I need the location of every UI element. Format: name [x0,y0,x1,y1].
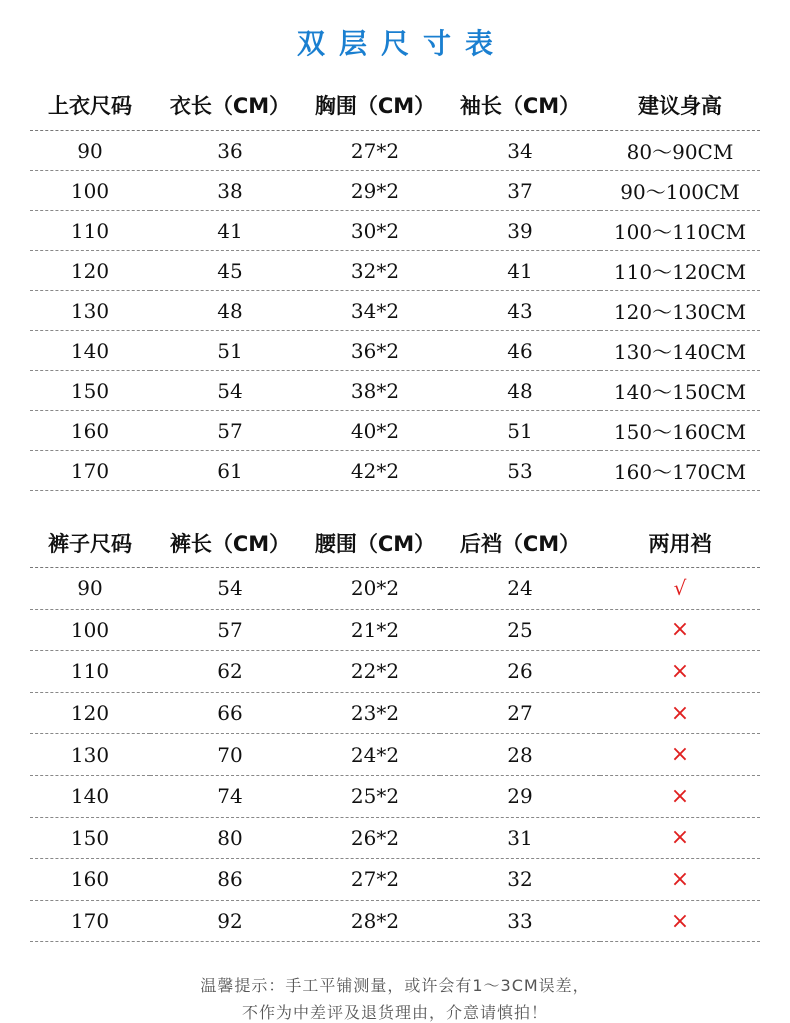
bottom-table-header-cell: 后裆（CM） [440,518,600,568]
top-table-row [30,371,760,411]
top-table-header-cell: 胸围（CM） [310,80,440,131]
bottom-table-cell: 32 [440,859,600,901]
bottom-table-row [30,651,760,693]
bottom-table-cell: 130 [30,734,150,776]
bottom-table-row [30,817,760,859]
cross-icon: × [600,734,760,776]
top-table-cell: 32*2 [310,251,440,291]
cross-icon: × [600,651,760,693]
bottom-table-row [30,859,760,901]
top-table-cell: 46 [440,331,600,371]
bottom-table-cell: 25 [440,609,600,651]
bottom-table-cell: 24 [440,568,600,610]
bottom-table-cell: 27 [440,692,600,734]
bottom-table-cell: 22*2 [310,651,440,693]
bottom-table-cell: 150 [30,817,150,859]
top-table-cell: 80～90CM [600,131,760,171]
top-table-cell: 120～130CM [600,291,760,331]
bottom-table-cell: 160 [30,859,150,901]
top-table-cell: 51 [440,411,600,451]
bottom-table-row [30,734,760,776]
check-icon: √ [600,568,760,610]
bottom-table-cell: 20*2 [310,568,440,610]
top-table-cell: 29*2 [310,171,440,211]
top-table-cell: 37 [440,171,600,211]
top-table-cell: 130～140CM [600,331,760,371]
cross-icon: × [600,609,760,651]
tip-line-1: 温馨提示：手工平铺测量，或许会有1～3CM误差， [200,976,590,995]
top-table-cell: 41 [150,211,310,251]
top-table-row [30,211,760,251]
bottom-table-cell: 74 [150,775,310,817]
bottom-table-row [30,900,760,942]
top-table-cell: 160 [30,411,150,451]
bottom-table-cell: 100 [30,609,150,651]
bottom-table-cell: 86 [150,859,310,901]
top-table-cell: 38 [150,171,310,211]
top-table-cell: 110～120CM [600,251,760,291]
top-table-cell: 100～110CM [600,211,760,251]
top-table-cell: 140 [30,331,150,371]
top-size-table [30,80,760,491]
bottom-table-cell: 54 [150,568,310,610]
top-table-cell: 48 [440,371,600,411]
cross-icon: × [600,775,760,817]
bottom-table-cell: 140 [30,775,150,817]
top-table-header-cell: 上衣尺码 [30,80,150,131]
top-table-cell: 41 [440,251,600,291]
top-table-cell: 45 [150,251,310,291]
bottom-table-cell: 62 [150,651,310,693]
bottom-table-cell: 23*2 [310,692,440,734]
bottom-table-cell: 110 [30,651,150,693]
bottom-table-cell: 26*2 [310,817,440,859]
top-table-header-cell: 衣长（CM） [150,80,310,131]
top-table-row [30,411,760,451]
top-table-cell: 39 [440,211,600,251]
bottom-table-row [30,775,760,817]
cross-icon: × [600,692,760,734]
top-table-row [30,451,760,491]
cross-icon: × [600,859,760,901]
top-table-cell: 34*2 [310,291,440,331]
top-table-header-cell: 袖长（CM） [440,80,600,131]
bottom-table-cell: 57 [150,609,310,651]
bottom-table-header-row [30,518,760,568]
top-table-cell: 27*2 [310,131,440,171]
bottom-table-row [30,692,760,734]
bottom-table-header-cell: 腰围（CM） [310,518,440,568]
top-table-cell: 160～170CM [600,451,760,491]
top-table-cell: 36*2 [310,331,440,371]
top-table-cell: 170 [30,451,150,491]
top-table-row [30,291,760,331]
bottom-table-cell: 27*2 [310,859,440,901]
top-table-cell: 53 [440,451,600,491]
top-table-header-cell: 建议身高 [600,80,760,131]
top-table-row [30,131,760,171]
bottom-table-cell: 80 [150,817,310,859]
bottom-table-cell: 120 [30,692,150,734]
cross-icon: × [600,817,760,859]
top-table-cell: 130 [30,291,150,331]
top-table-cell: 110 [30,211,150,251]
top-table-header-row [30,80,760,131]
top-table-row [30,251,760,291]
bottom-table-cell: 21*2 [310,609,440,651]
bottom-table-header-cell: 裤子尺码 [30,518,150,568]
bottom-table-row [30,609,760,651]
page-title: 双层尺寸表 [296,27,507,60]
top-table-cell: 38*2 [310,371,440,411]
top-table-cell: 34 [440,131,600,171]
cross-icon: × [600,900,760,942]
top-table-cell: 57 [150,411,310,451]
top-table-cell: 36 [150,131,310,171]
bottom-table-cell: 24*2 [310,734,440,776]
bottom-table-cell: 31 [440,817,600,859]
bottom-table-cell: 25*2 [310,775,440,817]
top-table-cell: 43 [440,291,600,331]
top-table-cell: 90～100CM [600,171,760,211]
top-table-cell: 100 [30,171,150,211]
top-table-cell: 40*2 [310,411,440,451]
top-table-cell: 120 [30,251,150,291]
top-table-cell: 42*2 [310,451,440,491]
bottom-table-cell: 90 [30,568,150,610]
bottom-table-cell: 28*2 [310,900,440,942]
bottom-table-row [30,568,760,610]
top-table-row [30,331,760,371]
bottom-table-cell: 28 [440,734,600,776]
bottom-table-cell: 92 [150,900,310,942]
top-table-cell: 61 [150,451,310,491]
top-table-cell: 54 [150,371,310,411]
top-table-cell: 140～150CM [600,371,760,411]
top-table-row [30,171,760,211]
top-table-cell: 150 [30,371,150,411]
bottom-table-header-cell: 两用裆 [600,518,760,568]
top-table-cell: 90 [30,131,150,171]
bottom-table-cell: 66 [150,692,310,734]
top-table-cell: 51 [150,331,310,371]
bottom-table-cell: 33 [440,900,600,942]
bottom-table-cell: 26 [440,651,600,693]
bottom-size-table [30,518,760,942]
top-table-cell: 48 [150,291,310,331]
bottom-table-header-cell: 裤长（CM） [150,518,310,568]
tip-line-2: 不作为中差评及退货理由，介意请慎拍！ [241,1003,548,1022]
top-table-cell: 30*2 [310,211,440,251]
bottom-table-cell: 29 [440,775,600,817]
bottom-table-cell: 170 [30,900,150,942]
top-table-cell: 150～160CM [600,411,760,451]
bottom-table-cell: 70 [150,734,310,776]
